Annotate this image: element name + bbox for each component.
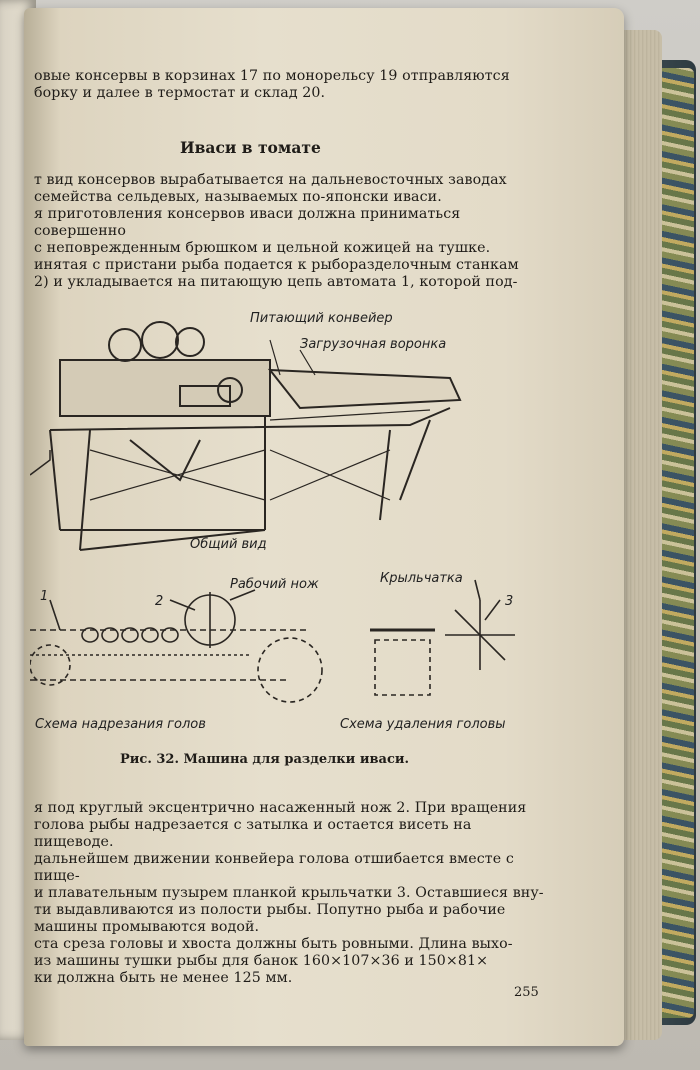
label-cut-scheme: Схема надрезания голов	[35, 717, 206, 732]
machine-figure	[30, 300, 560, 750]
top-paragraph	[34, 68, 554, 102]
label-impeller: Крыльчатка	[380, 571, 463, 586]
body-paragraph	[34, 800, 554, 987]
text-line: ки должна быть не менее 125 мм.	[34, 970, 293, 986]
label-feeder: Питающий конвейер	[250, 311, 393, 326]
text-line: т вид консервов вырабатывается на дальневосточных заводах	[34, 172, 507, 188]
text-line: с неповрежденным брюшком и цельной кожицей на тушке.	[34, 240, 491, 256]
marbled-edge	[662, 68, 694, 1018]
text-line: голова рыбы надрезается с затылка и остается висеть на пищеводе.	[34, 817, 472, 850]
general-view-drawing	[30, 322, 460, 550]
label-general-view: Общий вид	[190, 537, 267, 552]
page-number: 255	[514, 985, 539, 1000]
text-line: дальнейшем движении конвейера голова отшибается вместе с пище-	[34, 851, 514, 884]
number-1: 1	[40, 589, 49, 604]
removal-scheme-drawing	[370, 580, 515, 695]
text-line: борку и далее в термостат и склад 20.	[34, 85, 326, 101]
section-title: Иваси в томате	[180, 138, 321, 157]
label-funnel: Загрузочная воронка	[300, 337, 447, 352]
text-line: овые консервы в корзинах 17 по монорельсу 19 отправляются	[34, 68, 510, 84]
text-line: 2) и укладывается на питающую цепь автомата 1, которой под-	[34, 274, 518, 290]
label-knife: Рабочий нож	[230, 577, 319, 592]
text-line: и плавательным пузырем планкой крыльчатки 3. Оставшиеся вну-	[34, 885, 544, 901]
number-3: 3	[505, 594, 514, 609]
text-line: ста среза головы и хвоста должны быть ровными. Длина выхо-	[34, 936, 513, 952]
number-2: 2	[155, 594, 164, 609]
text-line: инятая с пристани рыба подается к рыборазделочным станкам	[34, 257, 519, 273]
label-remove-scheme: Схема удаления головы	[340, 717, 506, 732]
cutting-scheme-drawing	[30, 590, 322, 702]
intro-paragraph	[34, 172, 554, 291]
text-line: машины промываются водой.	[34, 919, 260, 935]
figure-caption: Рис. 32. Машина для разделки иваси.	[120, 752, 410, 767]
text-line: семейства сельдевых, называемых по-японски иваси.	[34, 189, 442, 205]
text-line: я под круглый эксцентрично насаженный нож 2. При вращения	[34, 800, 527, 816]
text-line: из машины тушки рыбы для банок 160×107×36 и 150×81×	[34, 953, 489, 969]
text-line: ти выдавливаются из полости рыбы. Попутно рыба и рабочие	[34, 902, 506, 918]
text-line: я приготовления консервов иваси должна приниматься совершенно	[34, 206, 461, 239]
